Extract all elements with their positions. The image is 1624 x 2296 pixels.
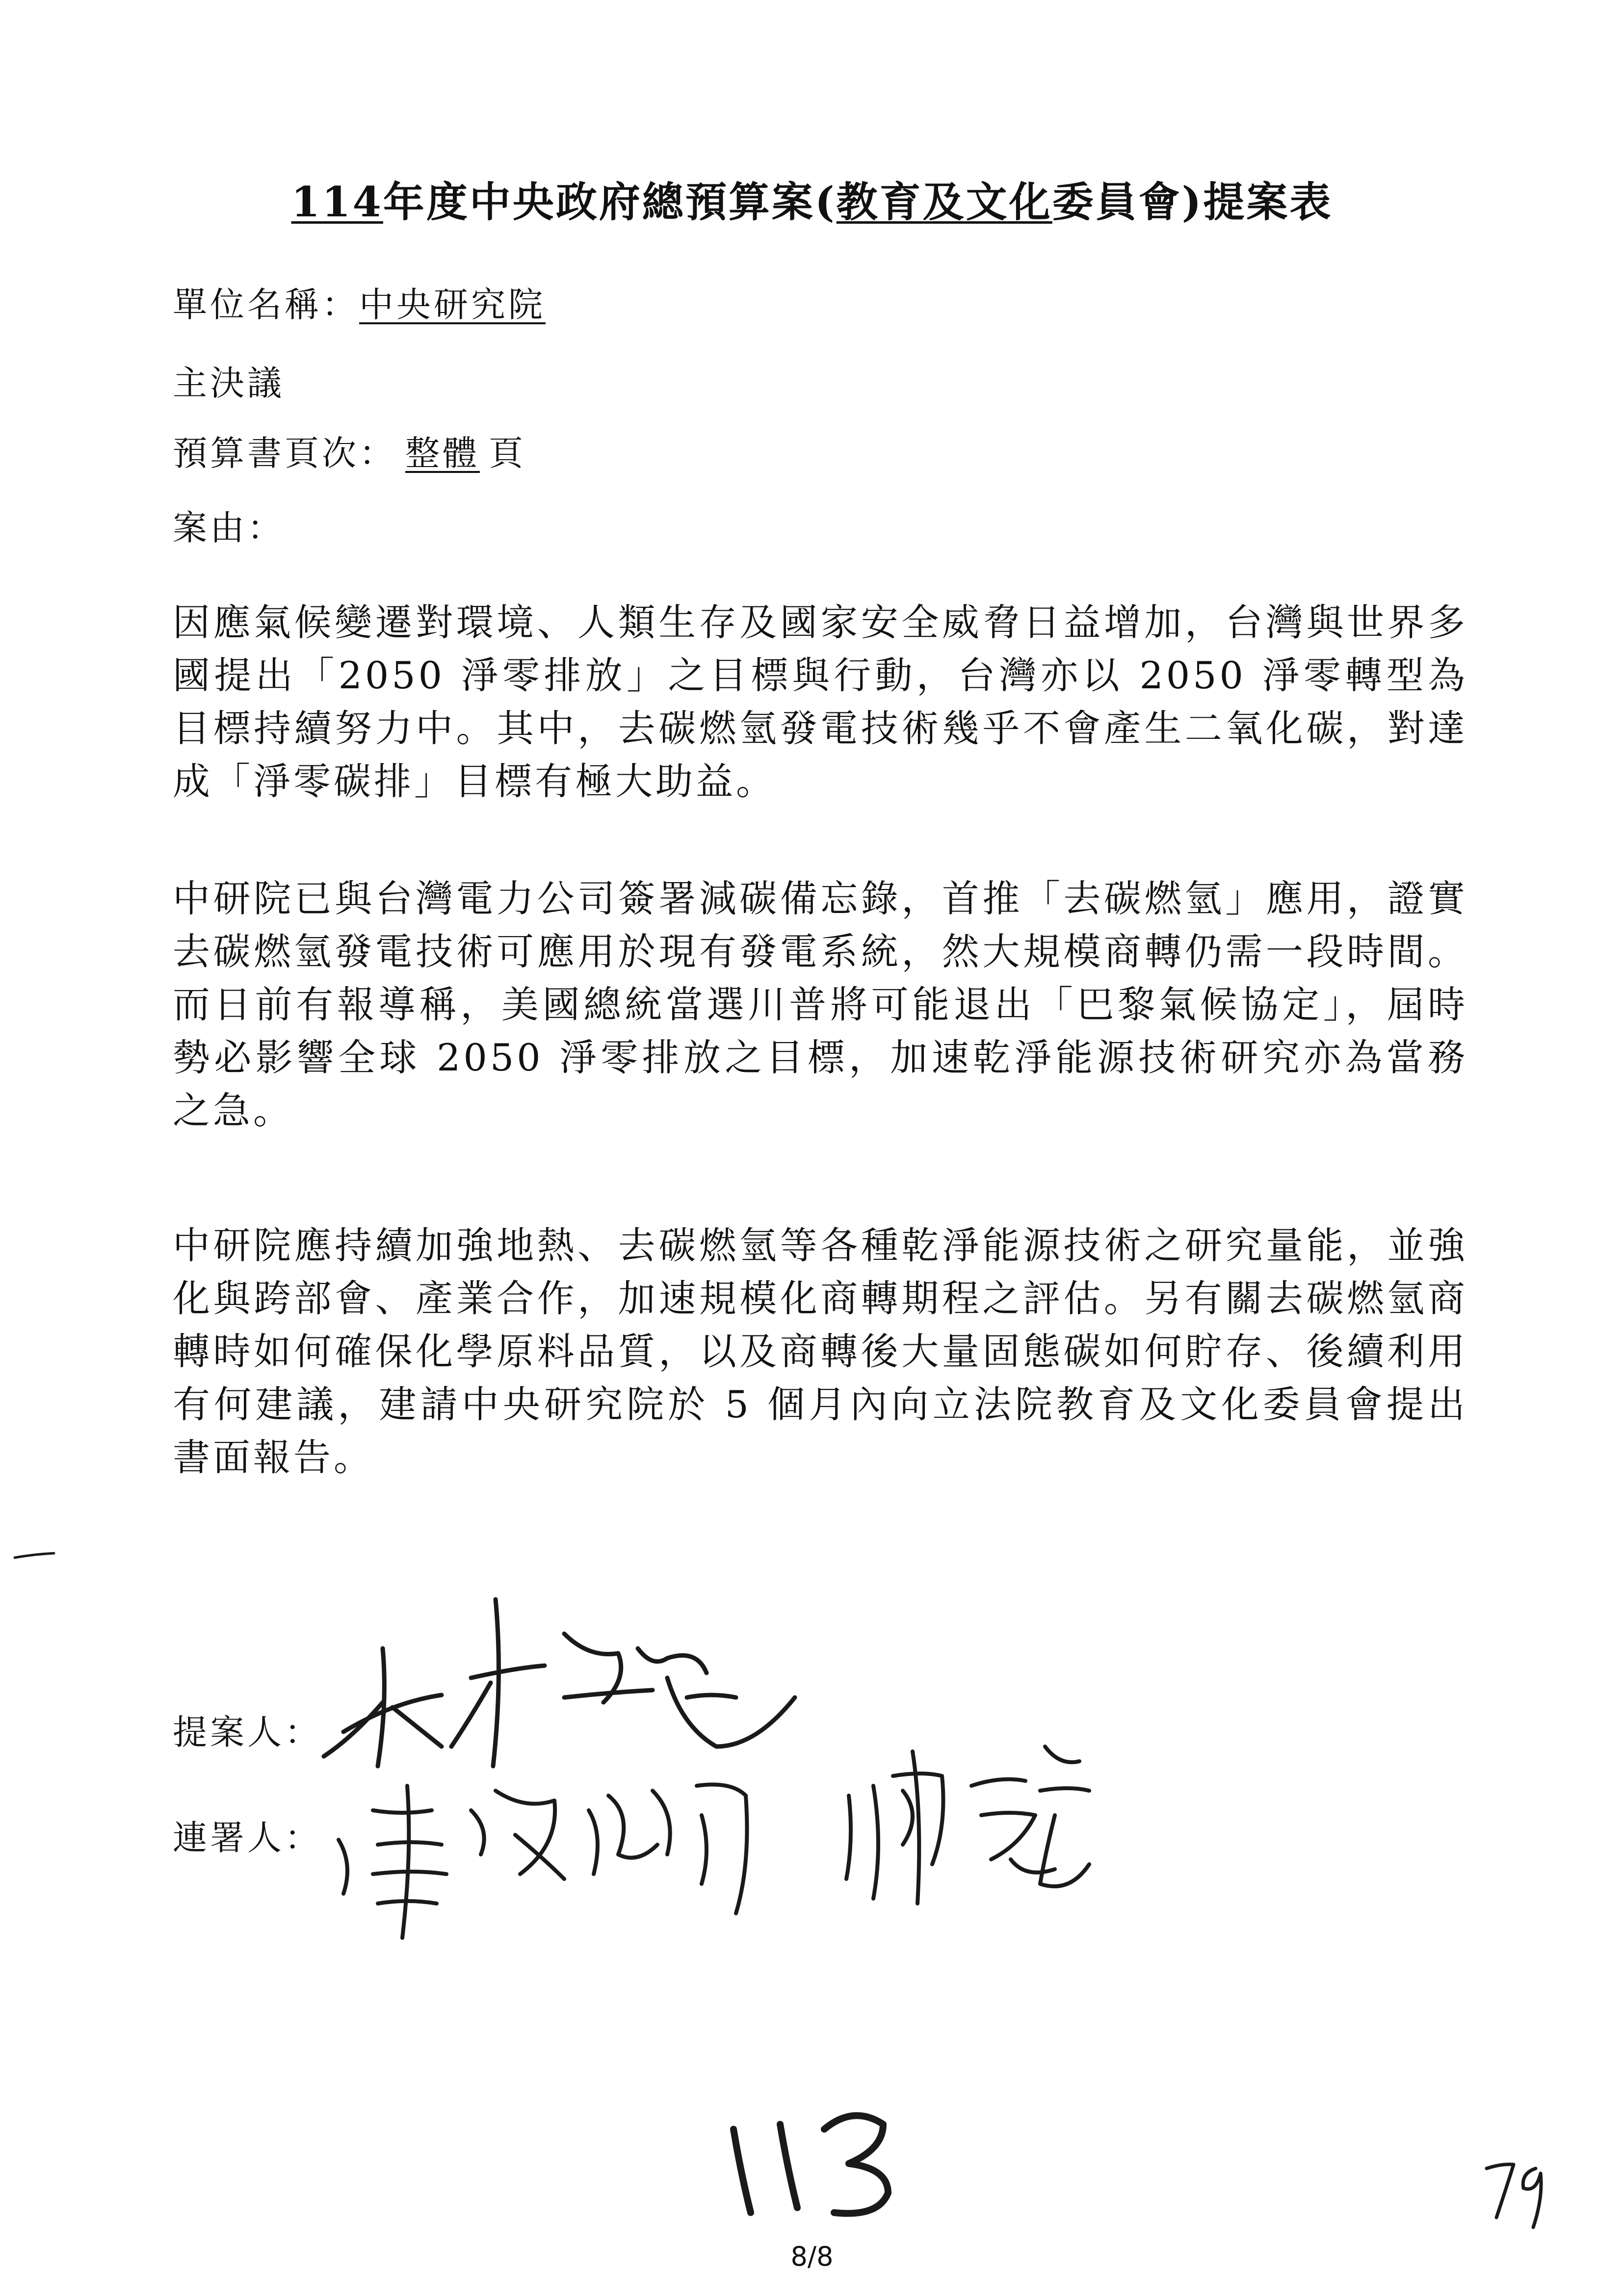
reason-label: 案由： xyxy=(173,508,285,548)
reason-paragraph-1: 因應氣候變遷對環境、人類生存及國家安全威脅日益增加，台灣與世界多國提出「2050 淨零排放」之目標與行動，台灣亦以 2050 淨零轉型為目標持續努力中。其中，去碳燃氫發電技術幾乎不會產生二氧化碳，對達成「淨零碳排」目標有極大助益。 xyxy=(173,600,1468,803)
main-resolution-label: 主決議 xyxy=(173,363,285,403)
title-committee: 教育及文化 xyxy=(836,178,1052,226)
proposer-signature xyxy=(324,1599,795,1766)
page-number: 8/8 xyxy=(790,2241,834,2272)
title-part1: 年度中央政府總預算案( xyxy=(383,178,837,226)
handwritten-113 xyxy=(733,2115,888,2213)
budget-page-label: 預算書頁次： xyxy=(173,433,396,473)
cosigner-label: 連署人： xyxy=(173,1818,322,1858)
cosigner-signature-1 xyxy=(339,1785,747,1938)
title-year: 114 xyxy=(291,178,383,226)
unit-name-value: 中央研究院 xyxy=(359,285,546,325)
proposer-label: 提案人： xyxy=(173,1712,322,1752)
cosigner-signature-2 xyxy=(846,1747,1089,1904)
reason-paragraph-2: 中研院已與台灣電力公司簽署減碳備忘錄，首推「去碳燃氫」應用，證實去碳燃氫發電技術可應用於現有發電系統，然大規模商轉仍需一段時間。而日前有報導稱，美國總統當選川普將可能退出「巴黎氣候協定」，屆時勢必影響全球 2050 淨零排放之目標，加速乾淨能源技術研究亦為當務之急。 xyxy=(173,877,1468,1132)
reason-paragraph-3: 中研院應持續加強地熱、去碳燃氫等各種乾淨能源技術之研究量能，並強化與跨部會、產業合作，加速規模化商轉期程之評估。另有關去碳燃氫商轉時如何確保化學原料品質，以及商轉後大量固態碳如何貯存、後續利用有何建議，建請中央研究院於 5 個月內向立法院教育及文化委員會提出書面報告。 xyxy=(173,1224,1468,1479)
title-part2: 委員會)提案表 xyxy=(1052,178,1333,226)
unit-name-label: 單位名稱： xyxy=(173,285,359,325)
margin-pen-mark xyxy=(15,1553,54,1558)
budget-page-suffix: 頁 xyxy=(489,433,526,473)
budget-page-value: 整體 xyxy=(405,433,480,473)
handwritten-79 xyxy=(1487,2165,1541,2227)
